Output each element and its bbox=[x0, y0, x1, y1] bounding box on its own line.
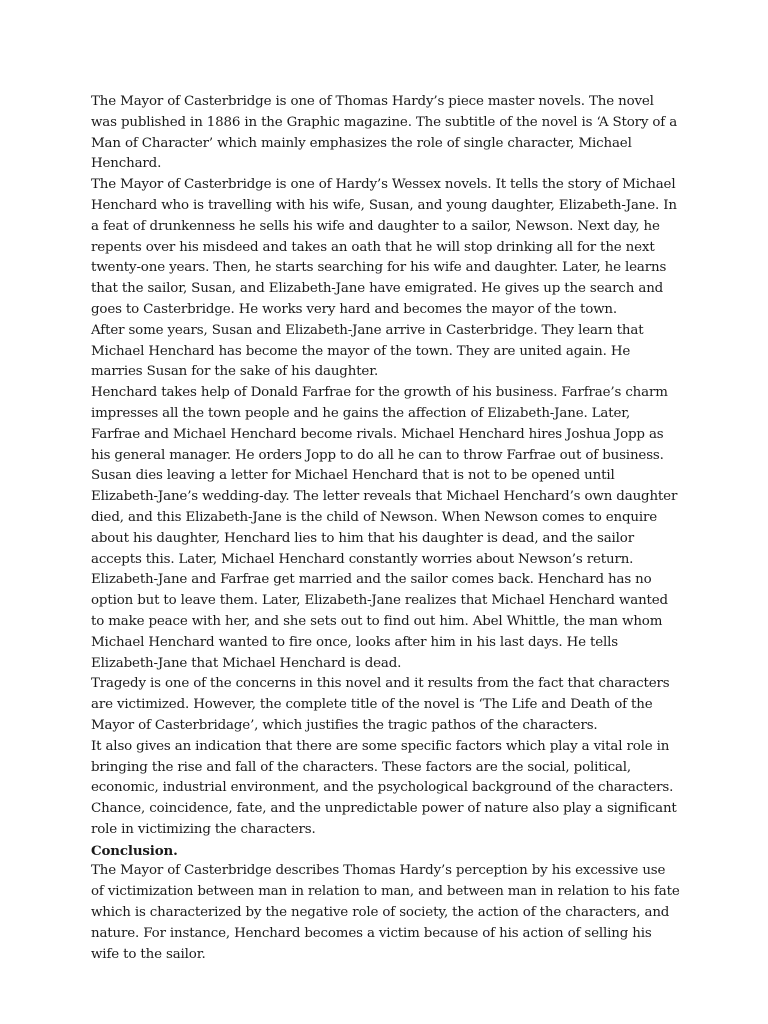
paragraph-intro: The Mayor of Casterbridge is one of Thomas Hardy’s piece master novels. The novel was published in 1886 in the Graphic magazine. The subtitle of the novel is ‘A Story of a Man of Character’ which mainly emphasizes the role of single character, Michael Henchard. bbox=[91, 94, 678, 172]
paragraph-conclusion: The Mayor of Casterbridge describes Thomas Hardy’s perception by his excessive use of victimization between man in relation to man, and between man in relation to his fate which is characterized by the negative role of society, the action of the characters, and nature. For instance, Henchard becomes a victim because of his action of selling his wife to the sailor. bbox=[91, 863, 680, 962]
conclusion-heading: Conclusion. bbox=[91, 842, 178, 859]
paragraph-farfrae: Henchard takes help of Donald Farfrae for the growth of his business. Farfrae’s charm impresses all the town people and he gains the affection of Elizabeth-Jane. Later, Farfrae and Michael Henchard become rivals. Michael Henchard hires Joshua Jopp as his general manager. He orders Jopp to do all he can to throw Farfrae out of business. bbox=[91, 385, 668, 463]
document-body bbox=[91, 92, 681, 965]
paragraph-tragedy: Tragedy is one of the concerns in this novel and it results from the fact that characters are victimized. However, the complete title of the novel is ‘The Life and Death of the Mayor of Casterbridage’, which justifies the tragic pathos of the characters. bbox=[91, 676, 670, 733]
paragraph-reunion: After some years, Susan and Elizabeth-Jane arrive in Casterbridge. They learn that Michael Henchard has become the mayor of the town. They are united again. He marries Susan for the sake of his daughter. bbox=[91, 322, 644, 380]
paragraph-factors: It also gives an indication that there are some specific factors which play a vital role in bringing the rise and fall of the characters. These factors are the social, political, economic, industrial environment, and the psychological background of the characters. Chance, coincidence, fate, and the unpredictable power of nature also play a significant role in victimizing the characters. bbox=[91, 738, 677, 837]
paragraph-susan-letter: Susan dies leaving a letter for Michael Henchard that is not to be opened until Elizabeth-Jane’s wedding-day. The letter reveals that Michael Henchard’s own daughter died, and this Elizabeth-Jane is the child of Newson. When Newson comes to enquire about his daughter, Henchard lies to him that his daughter is dead, and the sailor accepts this. Later, Michael Henchard constantly worries about Newson’s return. Elizabeth-Jane and Farfrae get married and the sailor comes back. Henchard has no option but to leave them. Later, Elizabeth-Jane realizes that Michael Henchard wanted to make peace with her, and she sets out to find out him. Abel Whittle, the man whom Michael Henchard wanted to fire once, looks after him in his last days. He tells Elizabeth-Jane that Michael Henchard is dead. bbox=[91, 468, 678, 671]
paragraph-plot-summary: The Mayor of Casterbridge is one of Hardy’s Wessex novels. It tells the story of Michael Henchard who is travelling with his wife, Susan, and young daughter, Elizabeth-Jane. In a feat of drunkenness he sells his wife and daughter to a sailor, Newson. Next day, he repents over his misdeed and takes an oath that he will stop drinking all for the next twenty-one years. Then, he starts searching for his wife and daughter. Later, he learns that the sailor, Susan, and Elizabeth-Jane have emigrated. He gives up the search and goes to Casterbridge. He works very hard and becomes the mayor of the town. bbox=[91, 177, 677, 317]
